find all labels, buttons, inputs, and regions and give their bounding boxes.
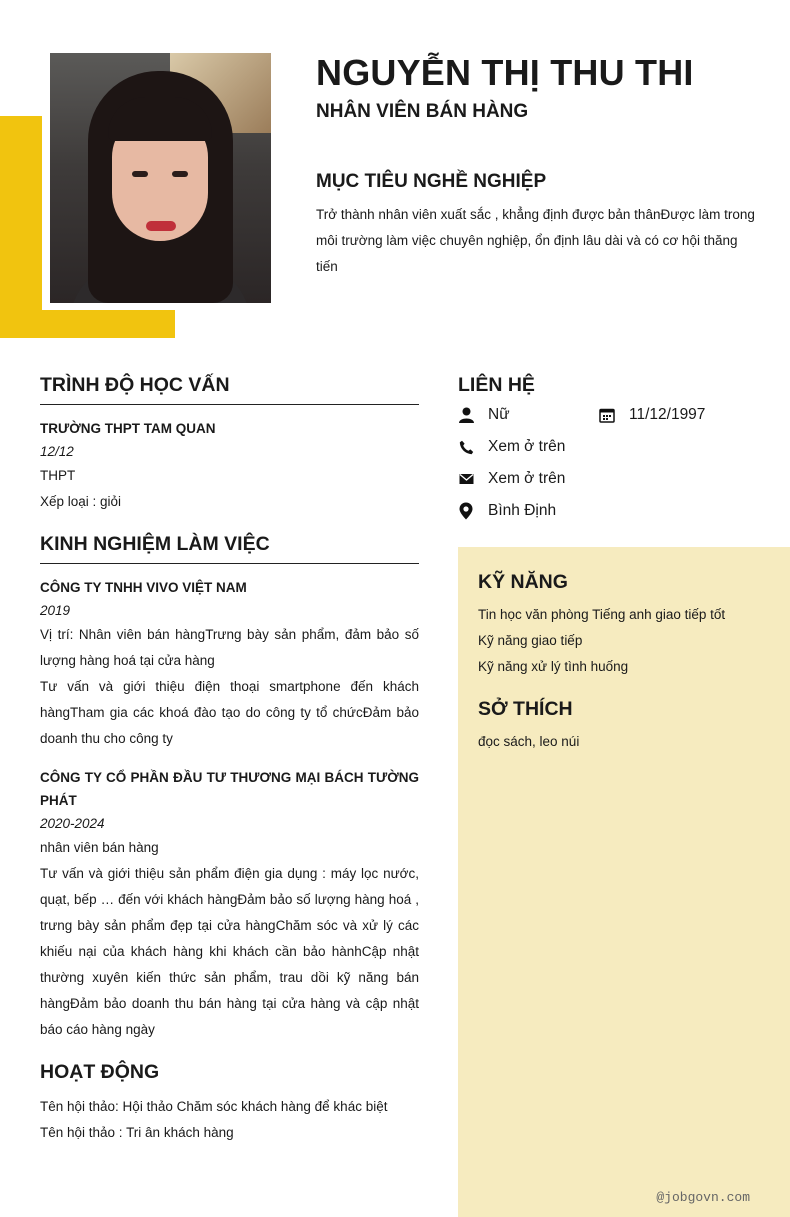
person-icon bbox=[458, 407, 474, 423]
activity-item: Tên hội thảo: Hội thảo Chăm sóc khách hàng để khác biệt bbox=[40, 1099, 388, 1114]
calendar-icon bbox=[599, 407, 615, 423]
contact-phone bbox=[458, 438, 565, 456]
skill-item: Tin học văn phòng Tiếng anh giao tiếp tốt bbox=[478, 607, 726, 622]
left-column bbox=[40, 374, 419, 1146]
candidate-name: NGUYỄN THỊ THU THI bbox=[316, 52, 694, 93]
job-description: Tư vấn và giới thiệu điện thoại smartphone đến khách hàngTham gia các khoá đào tạo do công ty tổ chứcĐảm bảo doanh thu cho công ty bbox=[40, 679, 419, 746]
profile-photo bbox=[50, 53, 271, 303]
contact-heading: LIÊN HỆ bbox=[458, 374, 535, 396]
skill-item: Kỹ năng giao tiếp bbox=[478, 633, 583, 648]
experience-heading: KINH NGHIỆM LÀM VIỆC bbox=[40, 533, 419, 564]
job-description: Vị trí: Nhân viên bán hàngTrưng bày sản phẩm, đảm bảo số lượng hàng hoá tại cửa hàng bbox=[40, 627, 419, 668]
phone-icon bbox=[458, 439, 474, 455]
address-value: Bình Định bbox=[488, 502, 557, 519]
job-period: 2020-2024 bbox=[40, 816, 105, 831]
contact-email bbox=[458, 470, 565, 488]
gender-value: Nữ bbox=[488, 406, 510, 423]
location-pin-icon bbox=[458, 503, 474, 519]
contact-birthday bbox=[599, 406, 705, 424]
email-value: Xem ở trên bbox=[488, 470, 566, 487]
education-period: 12/12 bbox=[40, 444, 74, 459]
accent-bar-horizontal bbox=[0, 310, 175, 338]
hobbies-text: đọc sách, leo núi bbox=[478, 734, 580, 749]
education-grade: Xếp loại : giỏi bbox=[40, 494, 122, 509]
job-period: 2019 bbox=[40, 603, 71, 618]
activity-item: Tên hội thảo : Tri ân khách hàng bbox=[40, 1125, 234, 1140]
education-heading: TRÌNH ĐỘ HỌC VẤN bbox=[40, 374, 419, 405]
skills-panel bbox=[458, 547, 790, 1217]
watermark: @jobgovn.com bbox=[656, 1190, 750, 1205]
mail-icon bbox=[458, 471, 474, 487]
activities-heading: HOẠT ĐỘNG bbox=[40, 1061, 160, 1083]
school-name: TRƯỜNG THPT TAM QUAN bbox=[40, 421, 216, 436]
job-description: Tư vấn và giới thiệu sản phẩm điện gia dụng : máy lọc nước, quạt, bếp … đến với khách hàngĐảm bảo số lượng hàng hoá , trưng bày sản phẩm đẹp tại cửa hàngChăm sóc và xử lý các khiếu nại của khách hàng khi khách cần bảo hànhCập nhật thường xuyên kiến thức sản phẩm, trau dồi kỹ năng bán hàngĐảm bảo doanh thu bán hàng tại cửa hàng và cập nhật báo cáo hàng ngày bbox=[40, 866, 419, 1037]
hobbies-heading: SỞ THÍCH bbox=[478, 698, 573, 720]
birthday-value: 11/12/1997 bbox=[629, 406, 706, 423]
contact-gender bbox=[458, 406, 510, 424]
job-title: NHÂN VIÊN BÁN HÀNG bbox=[316, 101, 529, 122]
skills-heading: KỸ NĂNG bbox=[478, 571, 568, 593]
contact-address bbox=[458, 502, 556, 520]
job-description: nhân viên bán hàng bbox=[40, 840, 159, 855]
company-name: CÔNG TY CỔ PHẦN ĐẦU TƯ THƯƠNG MẠI BÁCH TƯỜNG PHÁT bbox=[40, 770, 419, 808]
objective-heading: MỤC TIÊU NGHỀ NGHIỆP bbox=[316, 171, 547, 192]
company-name: CÔNG TY TNHH VIVO VIỆT NAM bbox=[40, 580, 247, 595]
objective-text: Trở thành nhân viên xuất sắc , khẳng định được bản thânĐược làm trong môi trường làm việc chuyên nghiệp, ổn định lâu dài và có cơ hội thăng tiến bbox=[316, 207, 755, 274]
phone-value: Xem ở trên bbox=[488, 438, 566, 455]
education-level: THPT bbox=[40, 468, 76, 483]
skill-item: Kỹ năng xử lý tình huống bbox=[478, 659, 629, 674]
accent-bar-vertical bbox=[0, 116, 42, 338]
